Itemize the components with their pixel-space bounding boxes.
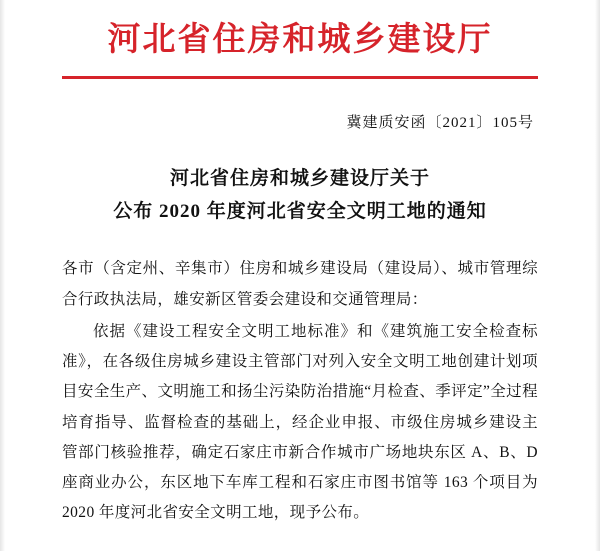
document-body <box>62 254 538 528</box>
document-title-line-1: 河北省住房和城乡建设厅关于 <box>169 167 430 189</box>
masthead-red-rule <box>62 76 538 79</box>
document-title <box>62 162 538 229</box>
document-title-line-2: 公布 2020 年度河北省安全文明工地的通知 <box>113 201 487 223</box>
page-right-edge-shadow <box>595 0 600 551</box>
body-paragraph: 依据《建设工程安全文明工地标准》和《建筑施工安全检查标准》，在各级住房城乡建设主管部门对列入安全文明工地创建计划项目安全生产、文明施工和扬尘污染防治措施“月检查、季评定”全过程培育指导、监督检查的基础上，经企业申报、市级住房城乡建设主管部门核验推荐，确定石家庄市新合作城市广场地块东区 A、B、D 座商业办公，东区地下车库工程和石家庄市图书馆等 163 个项目为 2020 年度河北省安全文明工地，现予公布。 <box>62 322 538 522</box>
document-masthead <box>62 0 538 79</box>
document-number: 冀建质安函〔2021〕105号 <box>346 114 534 131</box>
issuing-authority-title: 河北省住房和城乡建设厅 <box>107 22 493 58</box>
page-left-edge-shadow <box>0 0 5 551</box>
recipient-paragraph: 各市（含定州、辛集市）住房和城乡建设局（建设局）、城市管理综合行政执法局，雄安新区管委会建设和交通管理局： <box>62 260 538 308</box>
